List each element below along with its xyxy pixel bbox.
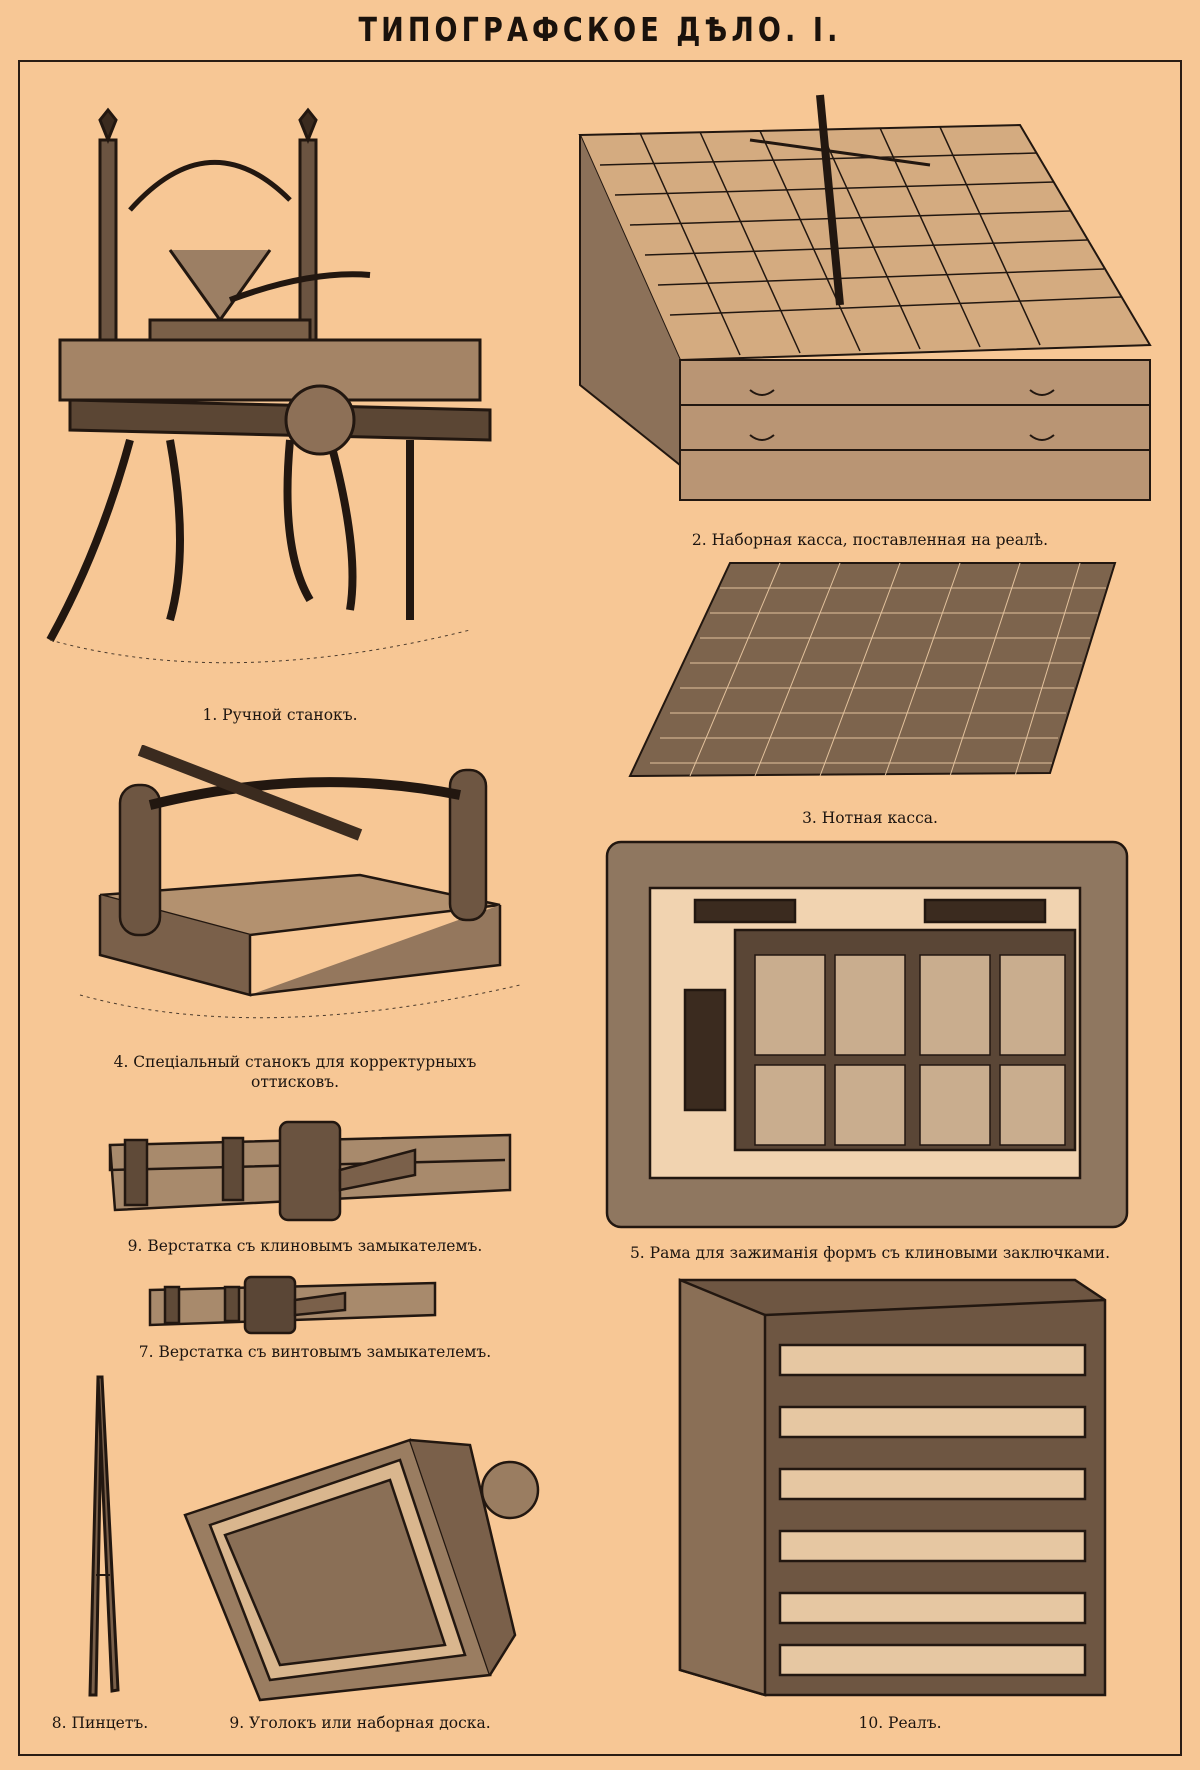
caption-fig8: 8. Пинцетъ. [51, 1714, 149, 1732]
music-case-illustration [620, 558, 1120, 788]
hand-press-illustration [30, 80, 550, 700]
caption-fig1: 1. Ручной станокъ. [202, 706, 358, 724]
tweezers-illustration [60, 1375, 130, 1705]
composing-stick-wedge-illustration [105, 1120, 515, 1230]
caption-fig9a: 9. Верстатка съ клиновымъ замыкателемъ. [127, 1237, 483, 1255]
caption-fig9b: 9. Уголокъ или наборная доска. [229, 1714, 491, 1732]
caption-fig2: 2. Наборная касса, поставленная на реалѣ. [691, 531, 1049, 549]
caption-fig3: 3. Нотная касса. [802, 809, 938, 827]
rack-illustration [675, 1275, 1115, 1700]
caption-fig7: 7. Верстатка съ винтовымъ замыкателемъ. [138, 1343, 492, 1361]
chase-frame-illustration [605, 840, 1130, 1240]
caption-fig5: 5. Рама для зажиманія формъ съ клиновыми заключками. [629, 1244, 1111, 1262]
type-case-illustration [570, 85, 1170, 525]
caption-fig10: 10. Реалъ. [858, 1714, 942, 1732]
composing-stick-screw-illustration [145, 1275, 440, 1335]
caption-fig4: 4. Спеціальный станокъ для корректурныхъ оттисковъ. [113, 1053, 477, 1091]
plate-title: ТИПОГРАФСКОЕ ДѢЛО. I. [358, 10, 842, 49]
proof-press-illustration [60, 745, 530, 1045]
galley-illustration [180, 1435, 550, 1705]
